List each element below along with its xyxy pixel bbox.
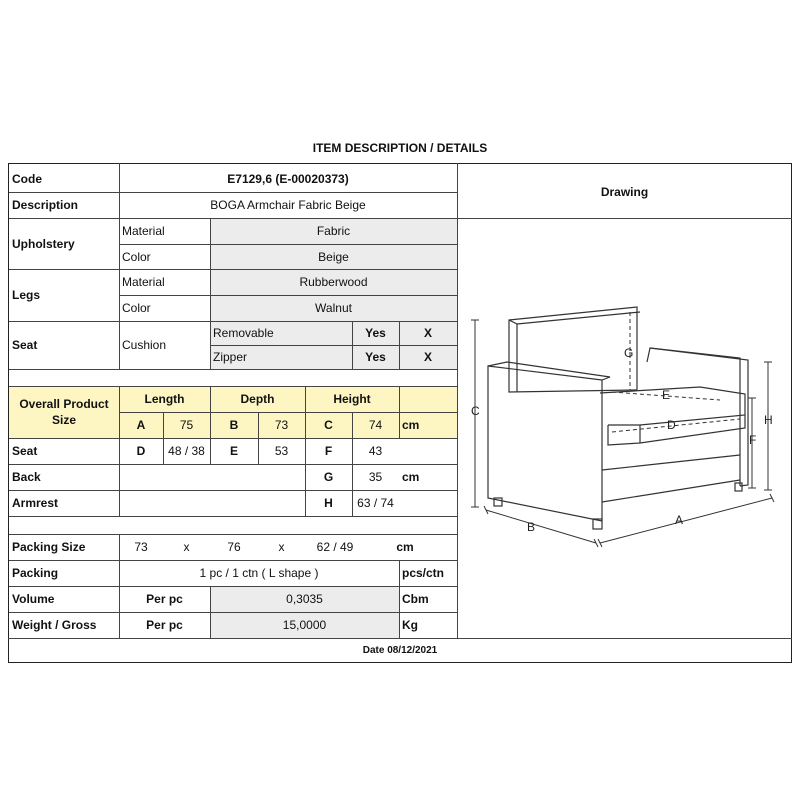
seat-label: Seat: [12, 338, 38, 352]
weight-unit: Kg: [402, 618, 418, 632]
weight-label: Weight / Gross: [12, 618, 97, 632]
size-c-value: 74: [368, 418, 383, 432]
volume-value: 0,3035: [286, 592, 323, 606]
legs-label: Legs: [12, 288, 41, 302]
seat-d-value: 48 / 38: [168, 444, 205, 458]
armchair-drawing: [457, 219, 791, 637]
seat-e-letter: E: [229, 444, 238, 458]
packing-size-v2: 76: [227, 540, 241, 554]
dim-b-label: B: [527, 520, 536, 534]
removable-mark: X: [423, 326, 432, 340]
dim-d-label: D: [667, 418, 676, 432]
armrest-h-value: 63 / 74: [357, 496, 394, 510]
legs-color-label: Color: [122, 301, 151, 315]
seat-f-value: 43: [368, 444, 383, 458]
size-a-value: 75: [179, 418, 194, 432]
volume-label: Volume: [12, 592, 55, 606]
row-line: [9, 369, 457, 370]
seat-cushion-label: Cushion: [122, 338, 167, 352]
zipper-mark: X: [423, 350, 432, 364]
dim-a-label: A: [675, 513, 684, 527]
armrest-dims-label: Armrest: [12, 496, 59, 510]
upholstery-color-value: Beige: [318, 249, 349, 264]
legs-material-label: Material: [122, 275, 165, 289]
back-g-value: 35: [368, 470, 383, 484]
dim-e-label: E: [662, 388, 671, 402]
packing-size-label: Packing Size: [12, 540, 86, 554]
dim-a-line: [600, 498, 772, 543]
dim-g-label: G: [624, 346, 634, 360]
drawing-label: Drawing: [600, 184, 649, 199]
code-label: Code: [12, 171, 42, 186]
size-b-letter: B: [229, 418, 239, 432]
overall-size-label: [9, 386, 119, 438]
legs-material-value: Rubberwood: [299, 275, 368, 289]
upholstery-label: Upholstery: [12, 236, 75, 251]
size-a-letter: A: [136, 418, 146, 432]
code-value: E7129,6 (E-00020373): [227, 171, 349, 186]
row-line: [9, 516, 457, 517]
back-dims-label: Back: [12, 470, 41, 484]
seat-d-letter: D: [136, 444, 146, 458]
backrest-outline: [509, 307, 637, 392]
packing-size-v3: 62 / 49: [316, 540, 354, 554]
packing-label: Packing: [12, 566, 59, 580]
overall-size-label-line1: Overall Product: [19, 397, 109, 411]
base-front: [602, 455, 740, 470]
size-b-value: 73: [274, 418, 289, 432]
upholstery-color-label: Color: [122, 249, 151, 264]
weight-per: Per pc: [146, 618, 183, 632]
backrest-side: [509, 320, 517, 392]
height-header: Height: [333, 392, 371, 406]
dim-c-label: C: [471, 404, 480, 418]
removable-value: Yes: [365, 326, 386, 340]
zipper-value: Yes: [365, 350, 386, 364]
size-unit: cm: [402, 418, 420, 432]
upholstery-material-label: Material: [122, 224, 165, 238]
seat-e-value: 53: [274, 444, 289, 458]
date-label: Date 08/12/2021: [362, 645, 438, 656]
overall-size-label-line2: Size: [51, 413, 76, 427]
page-title: ITEM DESCRIPTION / DETAILS: [312, 141, 488, 155]
legs-color-value: Walnut: [315, 301, 352, 315]
seat-dims-label: Seat: [12, 444, 38, 458]
packing-value: 1 pc / 1 ctn ( L shape ): [199, 566, 319, 580]
dim-b-line: [486, 510, 596, 543]
leg-back-right: [735, 483, 742, 491]
packing-unit: pcs/ctn: [402, 566, 445, 580]
volume-unit: Cbm: [402, 592, 429, 606]
dim-h-label: H: [764, 413, 773, 427]
dims-unit: cm: [402, 470, 420, 484]
length-header: Length: [144, 392, 185, 406]
dim-f-label: F: [749, 433, 757, 447]
back-g-letter: G: [323, 470, 334, 484]
upholstery-material-value: Fabric: [316, 224, 351, 238]
right-arm: [647, 348, 748, 486]
zipper-label: Zipper: [213, 350, 248, 364]
removable-label: Removable: [213, 326, 274, 340]
packing-size-x2: x: [278, 540, 285, 554]
left-arm-front: [488, 362, 610, 521]
size-c-letter: C: [324, 418, 333, 432]
seat-f-letter: F: [324, 444, 333, 458]
description-label: Description: [12, 198, 79, 212]
weight-value: 15,0000: [282, 618, 327, 632]
packing-size-x1: x: [183, 540, 190, 554]
packing-size-v1: 73: [134, 540, 148, 554]
packing-size-unit: cm: [396, 540, 414, 554]
volume-per: Per pc: [146, 592, 183, 606]
depth-header: Depth: [240, 392, 275, 406]
armrest-h-letter: H: [324, 496, 333, 510]
description-value: BOGA Armchair Fabric Beige: [210, 198, 366, 212]
